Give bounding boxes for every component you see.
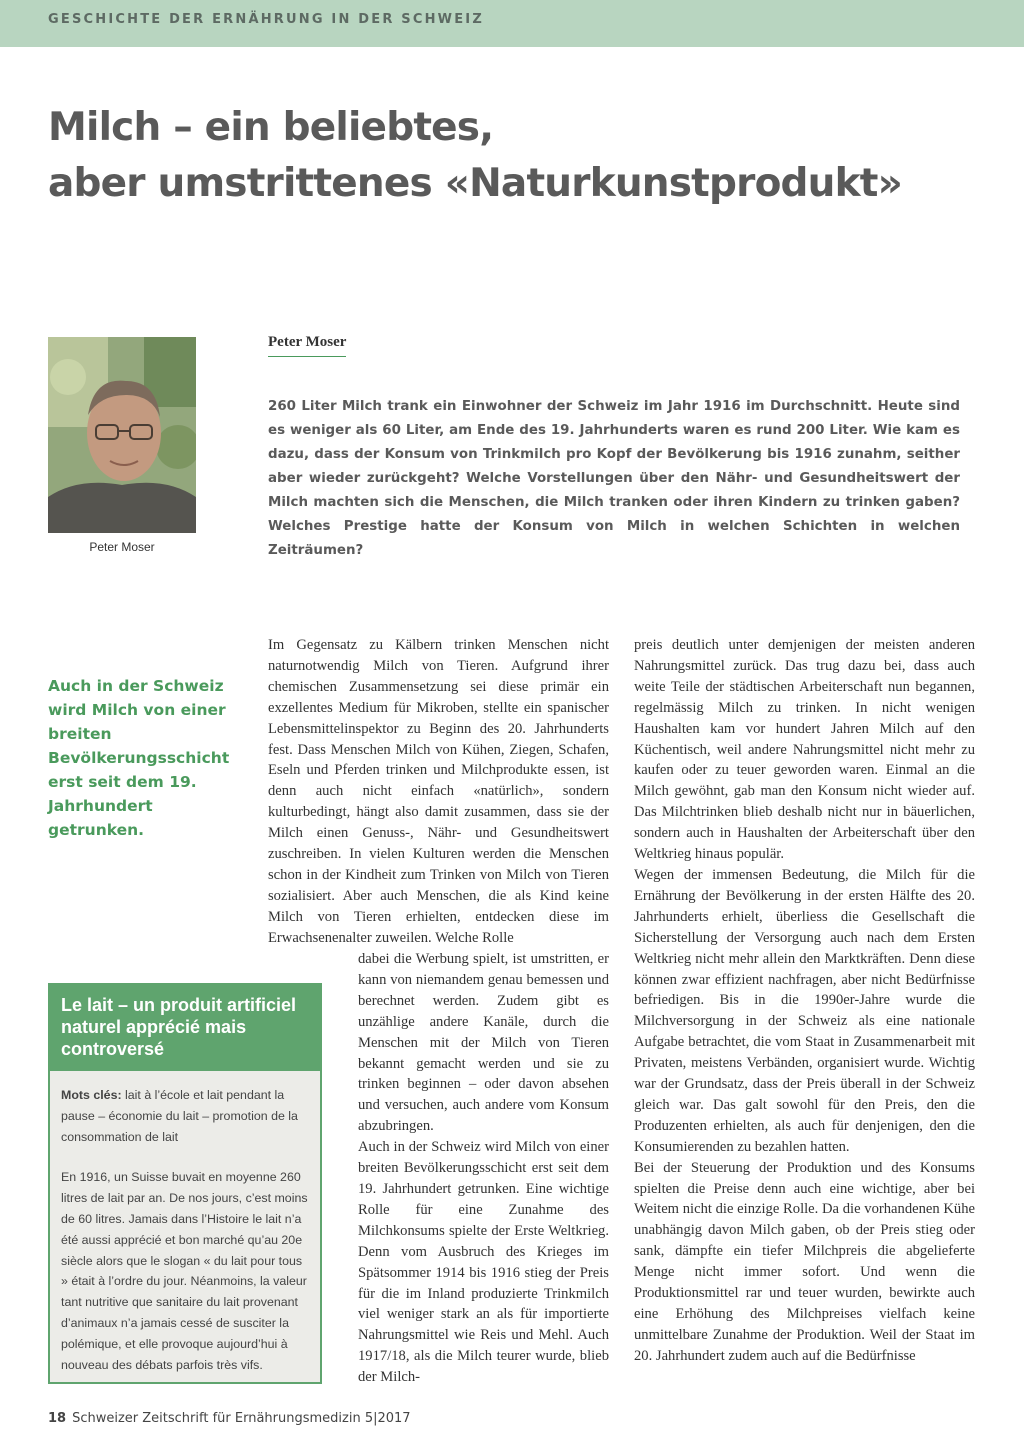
- page-footer: [48, 1411, 411, 1426]
- pull-quote: Auch in der Schweiz wird Milch von einer breiten Bevölkerungsschicht erst seit dem 19. Jahrhundert getrunken.: [48, 677, 230, 839]
- journal-name: Schweizer Zeitschrift für Ernährungsmedizin 5|2017: [72, 1411, 411, 1426]
- article-title-line-2: aber umstrittenes «Naturkunstprodukt»: [48, 161, 903, 206]
- article-title-line-1: Milch – ein beliebtes,: [48, 105, 494, 150]
- article-lead: 260 Liter Milch trank ein Einwohner der Schweiz im Jahr 1916 im Durchschnitt. Heute sind es weniger als 60 Liter, am Ende des 19. Jahrhunderts waren es rund 200 Liter. Wie kam es dazu, dass der Konsum von Trinkmilch pro Kopf der Bevölkerung bis 1916 zunahm, seither aber wieder zurückgeht? Welche Vorstellungen über den Nähr- und Gesundheitswert der Milch machten sich die Menschen, die Milch tranken oder ihren Kindern zu trinken gaben? Welches Prestige hatte der Konsum von Milch in welchen Schichten in welchen Zeiträumen?: [268, 399, 960, 558]
- body-paragraph: preis deutlich unter demjenigen der meisten anderen Nahrungsmittel zurück. Das trug dazu bei, dass auch weite Teile der städtischen Arbeiterschaft nun begannen, regelmässig Milch zu trinken. In nicht wenigen Haushalten kam vor hundert Jahren Milch auf den Küchentisch, weil andere Nahrungsmittel nicht mehr zu kaufen oder zu teuer geworden waren. Einmal an die Milch gewöhnt, gab man den Konsum nicht wieder auf. Das Milchtrinken blieb deshalb nicht nur in bäuerlichen, sondern auch in Haushalten der Arbeiterschaft über den Weltkrieg hinaus populär.: [634, 637, 975, 863]
- body-column-1: [268, 635, 609, 949]
- page-number: 18: [48, 1411, 67, 1426]
- article-title: [48, 100, 988, 212]
- body-paragraph: dabei die Werbung spielt, ist umstritten, er kann von niemandem genau bemessen und berechnet werden. Zudem gibt es unzählige andere Kanäle, durch die Menschen mit der Milch von Tieren bekannt gemacht werden und sie zu trinken beginnen – oder davon absehen und versuchen, auch andere vom Konsum abzubringen.: [358, 951, 609, 1135]
- french-summary-title: Le lait – un produit artificiel naturel apprécié mais controversé: [50, 985, 320, 1071]
- body-column-2: [634, 635, 975, 1367]
- body-paragraph: Wegen der immensen Bedeutung, die Milch für die Ernährung der Bevölkerung in der ersten Hälfte des 20. Jahrhunderts erhielt, überliess die Gesellschaft die Sicherstellung der Versorgung auch nach dem Ersten Weltkrieg nicht mehr allein den Marktkräften. Denn diese können zwar effizient nachfragen, aber nicht Bedürfnisse befriedigen. Bis in die 1990er-Jahre wurde die Milchversorgung in der Schweiz als eine nationale Aufgabe betrachtet, die vom Staat in Zusammenarbeit mit Privaten, meistens Verbänden, organisiert wurde. Wichtig war der Grundsatz, dass der Preis überall in der Schweiz gleich war. Das galt sowohl für den Preis, den die Produzenten erhielten, als auch für denjenigen, den die Konsumierenden zu bezahlen hatten.: [634, 866, 975, 1155]
- author-portrait-image: [48, 337, 196, 533]
- french-summary-box: [48, 983, 322, 1384]
- keywords-label: Mots clés:: [61, 1088, 122, 1102]
- author-photo: [48, 337, 196, 533]
- keywords-text: lait à l’école et lait pendant la pause – économie du lait – promotion de la consommation de lait: [61, 1088, 298, 1144]
- photo-caption: Peter Moser: [89, 540, 155, 554]
- section-header-label: GESCHICHTE DER ERNÄHRUNG IN DER SCHWEIZ: [48, 12, 484, 27]
- french-summary-text: En 1916, un Suisse buvait en moyenne 260 litres de lait par an. De nos jours, c’est moins de 60 litres. Jamais dans l’Histoire le lait n’a été aussi apprécié et bon marché qu’au 20e siècle alors que le slogan « du lait pour tous » était à l’ordre du jour. Néanmoins, la valeur tant nutritive que sanitaire du lait provenant d’animaux n’a jamais cessé de susciter la polémique, et elle provoque aujourd’hui à nouveau des débats parfois très vifs.: [61, 1170, 308, 1372]
- author-name: Peter Moser: [268, 334, 346, 357]
- french-summary-body: [50, 1071, 320, 1375]
- body-paragraph: Bei der Steuerung der Produktion und des Konsums spielten die Preise denn auch eine wichtige, aber bei Weitem nicht die einzige Rolle. Da die vorhandenen Kühe unabhängig davon Milch gaben, ob der Preis stieg oder sank, dämpfte ein tiefer Milchpreis die abgelieferte Menge nicht immer sofort. Und wenn die Produktionsmittel rar und teuer wurden, bewirkte auch eine Erhöhung des Milchpreises vielfach keine unmittelbare Zunahme der Produktion. Weil der Staat im 20. Jahrhundert zudem auch auf die Bedürfnisse: [634, 1159, 975, 1364]
- body-column-1-continued: [358, 949, 609, 1388]
- body-paragraph: Auch in der Schweiz wird Milch von einer breiten Bevölkerungsschicht erst seit dem 19. Jahrhundert getrunken. Eine wichtige Rolle für eine Zunahme des Milchkonsums spielte der Erste Weltkrieg. Denn vom Ausbruch des Krieges im Spätsommer 1914 bis 1916 stieg der Preis für die im Inland produzierte Trinkmilch viel weniger stark an als für importierte Nahrungsmittel wie Reis und Mehl. Auch 1917/18, als die Milch teurer wurde, blieb der Milch-: [358, 1139, 609, 1386]
- keywords-line: [61, 1085, 309, 1147]
- body-paragraph: Im Gegensatz zu Kälbern trinken Menschen nicht naturnotwendig Milch von Tieren. Aufgrund ihrer chemischen Zusammensetzung sei diese primär ein exzellentes Medium für Mikroben, stellte ein spanischer Lebensmittelinspektor zu Beginn des 20. Jahrhunderts fest. Dass Menschen Milch von Kühen, Ziegen, Schafen, Eseln und Pferden trinken und Milchprodukte essen, ist denn auch nicht einfach «natürlich», sondern kulturbedingt, hängt also damit zusammen, dass sie der Milch einen Genuss-, Nähr- und Gesundheitswert zuschreiben. In vielen Kulturen werden die Menschen schon in der Kindheit zum Trinken von Milch von Tieren sozialisiert. Aber auch Menschen, die als Kind keine Milch von Tieren erhielten, entdecken diese im Erwachsenenalter zuweilen. Welche Rolle: [268, 637, 609, 946]
- section-header-bar: [0, 0, 1024, 47]
